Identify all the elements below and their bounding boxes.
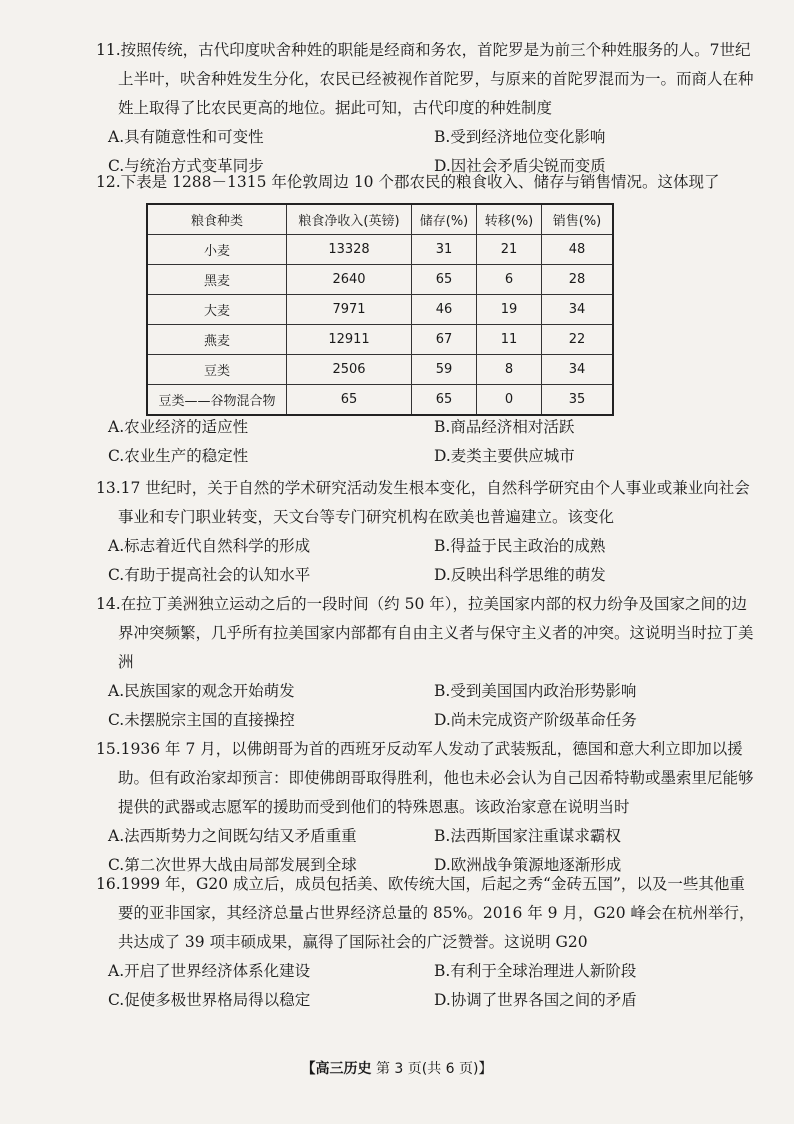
table-cell: 65 [412, 385, 477, 416]
table-cell: 31 [412, 235, 477, 265]
option-a[interactable]: A.具有随意性和可变性 [108, 128, 264, 146]
table-cell: 大麦 [147, 295, 287, 325]
table-cell: 28 [542, 265, 614, 295]
option-b[interactable]: B.有利于全球治理进人新阶段 [434, 962, 637, 980]
table-cell: 46 [412, 295, 477, 325]
option-c[interactable]: C.农业生产的稳定性 [108, 447, 249, 465]
question-stem: 16.1999 年，G20 成立后，成员包括美、欧传统大国，后起之秀“金砖五国”，以及一些其他重要的亚非国家，其经济总量占世界经济总量的 85%。2016 年 9 月，G20 峰会在杭州举行，共达成了 39 项丰硕成果，赢得了国际社会的广泛赞誉。这说明 G20 [96, 875, 755, 951]
options [96, 957, 758, 1015]
question-16 [96, 870, 758, 1015]
table-cell: 48 [542, 235, 614, 265]
table-cell: 8 [477, 355, 542, 385]
option-b[interactable]: B.受到美国国内政治形势影响 [434, 682, 637, 700]
table-cell: 2640 [287, 265, 412, 295]
table-row [147, 385, 613, 416]
option-a[interactable]: A.标志着近代自然科学的形成 [108, 537, 311, 555]
table-row [147, 355, 613, 385]
option-d[interactable]: D.尚未完成资产阶级革命任务 [434, 711, 637, 729]
option-c[interactable]: C.第二次世界大战由局部发展到全球 [108, 856, 357, 874]
option-d[interactable]: D.麦类主要供应城市 [434, 447, 575, 465]
option-c[interactable]: C.促使多极世界格局得以稳定 [108, 991, 311, 1009]
table-header: 储存(%) [412, 204, 477, 235]
table-cell: 67 [412, 325, 477, 355]
option-a[interactable]: A.农业经济的适应性 [108, 418, 249, 436]
option-d[interactable]: D.反映出科学思维的萌发 [434, 566, 606, 584]
table-cell: 12911 [287, 325, 412, 355]
table-header: 转移(%) [477, 204, 542, 235]
question-11 [96, 36, 758, 181]
table-row [147, 235, 613, 265]
option-b[interactable]: B.得益于民主政治的成熟 [434, 537, 606, 555]
table-row [147, 265, 613, 295]
question-stem: 13.17 世纪时，关于自然的学术研究活动发生根本变化，自然科学研究由个人事业或兼业向社会事业和专门职业转变，天文台等专门研究机构在欧美也普遍建立。该变化 [96, 479, 750, 526]
table-cell: 59 [412, 355, 477, 385]
table-cell: 35 [542, 385, 614, 416]
question-stem: 11.按照传统，古代印度吠舍种姓的职能是经商和务农，首陀罗是为前三个种姓服务的人。7世纪上半叶，吠舍种姓发生分化，农民已经被视作首陀罗，与原来的首陀罗混而为一。而商人在种姓上取得了比农民更高的地位。据此可知，古代印度的种姓制度 [96, 41, 754, 117]
question-stem: 14.在拉丁美洲独立运动之后的一段时间（约 50 年），拉美国家内部的权力纷争及国家之间的边界冲突频繁，几乎所有拉美国家内部都有自由主义者与保守主义者的冲突。这说明当时拉丁美洲 [96, 595, 754, 671]
table-header: 粮食种类 [147, 204, 287, 235]
grain-table [146, 203, 614, 416]
footer-subject: 【高三历史 [301, 1061, 372, 1077]
question-stem: 15.1936 年 7 月，以佛朗哥为首的西班牙反动军人发动了武装叛乱，德国和意大利立即加以援助。但有政治家却预言：即使佛朗哥取得胜利，他也未必会认为自己因希特勒或墨索里尼能够提供的武器或志愿军的援助而受到他们的特殊恩惠。该政治家意在说明当时 [96, 740, 754, 816]
table-row [147, 295, 613, 325]
table-cell: 13328 [287, 235, 412, 265]
table-cell: 11 [477, 325, 542, 355]
option-b[interactable]: B.商品经济相对活跃 [434, 418, 575, 436]
table-cell: 豆类——谷物混合物 [147, 385, 287, 416]
question-stem: 12.下表是 1288－1315 年伦敦周边 10 个郡农民的粮食收入、储存与销售情况。这体现了 [96, 173, 720, 191]
page-footer [0, 1058, 794, 1078]
option-b[interactable]: B.受到经济地位变化影响 [434, 128, 606, 146]
table-header-row [147, 204, 613, 235]
table-cell: 65 [412, 265, 477, 295]
table-header: 销售(%) [542, 204, 614, 235]
option-a[interactable]: A.民族国家的观念开始萌发 [108, 682, 295, 700]
table-cell: 34 [542, 295, 614, 325]
option-c[interactable]: C.有助于提高社会的认知水平 [108, 566, 311, 584]
question-14 [96, 590, 758, 735]
option-d[interactable]: D.协调了世界各国之间的矛盾 [434, 991, 637, 1009]
table-cell: 0 [477, 385, 542, 416]
question-13 [96, 474, 758, 590]
footer-page-number: 第 3 页(共 6 页)】 [375, 1061, 493, 1077]
options [96, 532, 758, 590]
option-b[interactable]: B.法西斯国家注重谋求霸权 [434, 827, 621, 845]
table-cell: 豆类 [147, 355, 287, 385]
option-c[interactable]: C.未摆脱宗主国的直接操控 [108, 711, 295, 729]
table-cell: 燕麦 [147, 325, 287, 355]
table-header: 粮食净收入(英镑) [287, 204, 412, 235]
table-cell: 黑麦 [147, 265, 287, 295]
table-cell: 22 [542, 325, 614, 355]
option-c[interactable]: C.与统治方式变革同步 [108, 157, 264, 175]
option-d[interactable]: D.因社会矛盾尖锐而变质 [434, 157, 606, 175]
option-a[interactable]: A.法西斯势力之间既勾结又矛盾重重 [108, 827, 357, 845]
table-cell: 6 [477, 265, 542, 295]
table-cell: 小麦 [147, 235, 287, 265]
table-cell: 7971 [287, 295, 412, 325]
table-row [147, 325, 613, 355]
options [96, 413, 758, 471]
question-12 [96, 168, 758, 197]
table-cell: 2506 [287, 355, 412, 385]
table-cell: 65 [287, 385, 412, 416]
option-d[interactable]: D.欧洲战争策源地逐渐形成 [434, 856, 622, 874]
option-a[interactable]: A.开启了世界经济体系化建设 [108, 962, 311, 980]
table-cell: 19 [477, 295, 542, 325]
options [96, 677, 758, 735]
question-15 [96, 735, 758, 880]
question-12-options [96, 413, 758, 471]
table-cell: 21 [477, 235, 542, 265]
table-cell: 34 [542, 355, 614, 385]
